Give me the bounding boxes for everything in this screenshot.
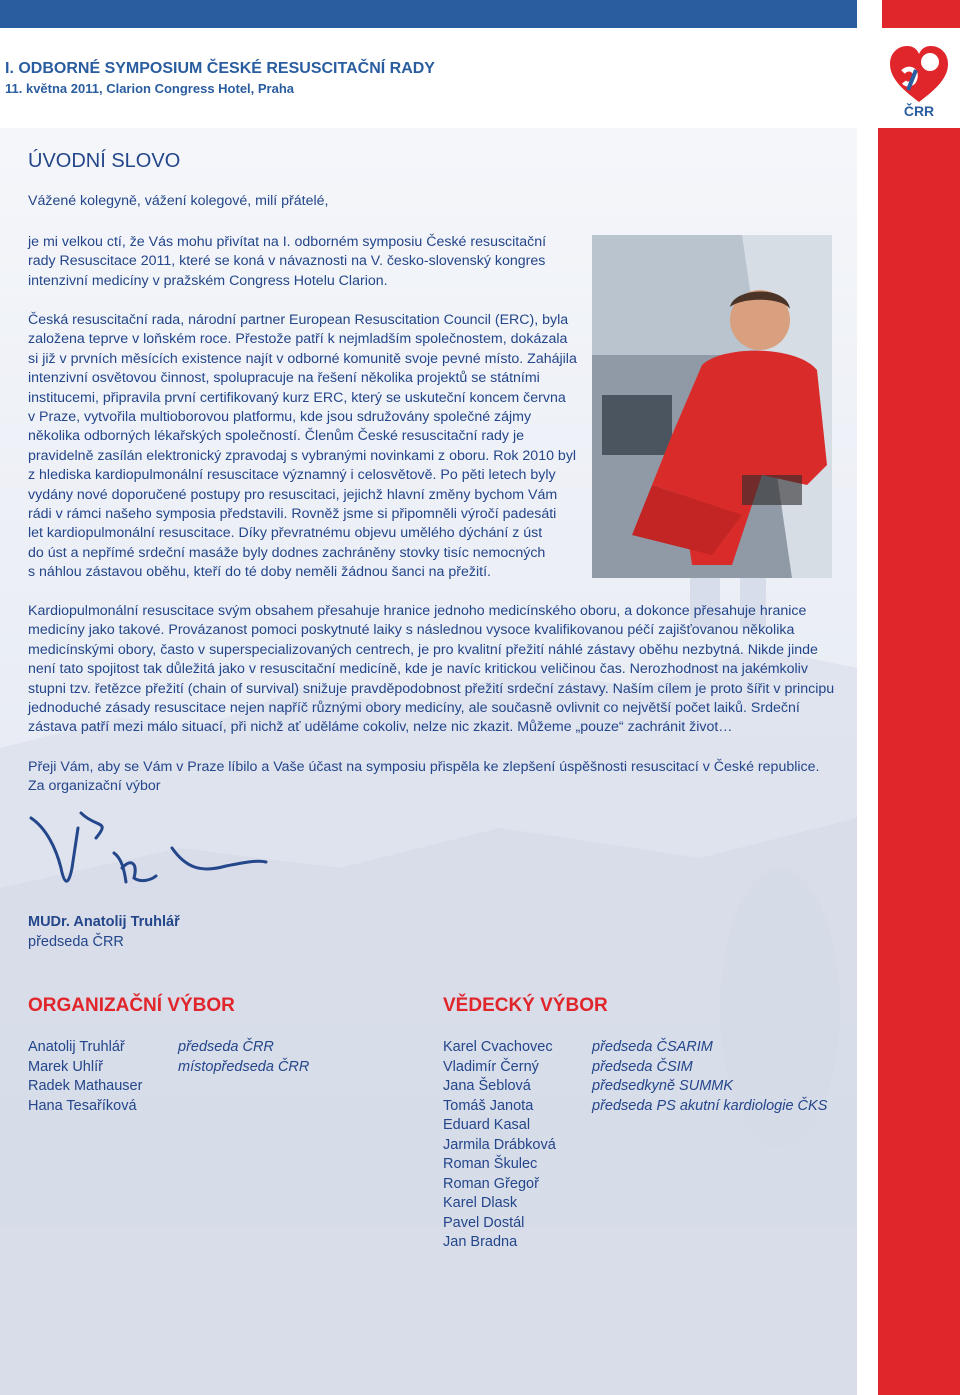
p3-line: zástava patří mezi málo situací, při nichž ať uděláme cokoliv, nelze nic zkazit. Můžeme „pouze“ zachránit život…	[28, 719, 733, 736]
paragraph-1	[28, 233, 546, 291]
top-red-bar	[882, 0, 960, 28]
committee-member: Pavel Dostál	[443, 1214, 525, 1231]
committee-member: Karel Dlask	[443, 1195, 518, 1211]
p2-line: si již v prvních měsících existence najít v odborné komunitě svoje pevné místo. Zahájila	[28, 350, 577, 367]
committee-role: předseda ČSARIM	[592, 1039, 713, 1055]
committee-member: Eduard Kasal	[443, 1117, 531, 1133]
p2-line: s náhlou zástavou oběhu, kteří do té doby neměli žádnou šanci na přežití.	[28, 564, 491, 581]
p2-line: intenzivní osvětovou činnost, spolupracuje na řešení několika projektů se státními	[28, 370, 540, 387]
committee-member: Jana Šeblová	[443, 1078, 531, 1094]
committee-role: předseda ČRR	[178, 1039, 274, 1055]
committee-member: Karel Cvachovec	[443, 1039, 553, 1055]
organizing-committee-roles	[178, 1038, 309, 1077]
committee-member: Anatolij Truhlář	[28, 1039, 125, 1055]
intro-heading: ÚVODNÍ SLOVO	[28, 150, 181, 172]
paragraph-4	[28, 758, 819, 797]
scientific-committee-roles	[592, 1038, 827, 1116]
greeting: Vážené kolegyně, vážení kolegové, milí přátelé,	[28, 193, 329, 209]
committee-role: předseda PS akutní kardiologie ČKS	[592, 1097, 828, 1114]
p2-line: pravidelně zasílán elektronický zpravodaj s vybranými novinkami z oboru. Rok 2010 byl	[28, 447, 577, 464]
organizing-committee-heading: ORGANIZAČNÍ VÝBOR	[28, 995, 235, 1016]
side-red-bar	[878, 128, 960, 1395]
p2-line: institucemi, připravila první certifikovaný kurz ERC, který se uskuteční koncem června	[28, 389, 566, 406]
crr-logo	[886, 40, 952, 118]
organizing-committee-names	[28, 1038, 142, 1116]
signature-role: předseda ČRR	[28, 934, 124, 950]
p3-line: medicíny jako takové. Provázanost pomoci poskytnuté laiky s následnou vysoce kvalifikovanou péčí zajišťovanou několika	[28, 622, 795, 639]
paragraph-3	[28, 602, 834, 738]
committee-member: Jarmila Drábková	[443, 1136, 556, 1153]
paragraph-2	[28, 311, 577, 583]
p2-line: založena teprve v loňském roce. Přestože patří k nejmladším společnostem, dokázala	[28, 331, 568, 348]
p3-line: medicínskými obory, často v superspecializovaných centrech, je pro kvalitní přežití náhlé zástavy oběhu nezbytná. Nikde jinde	[28, 641, 818, 658]
p2-line: vydány nové doporučené postupy pro resuscitaci, jejichž hlavní změny bychom Vám	[28, 486, 558, 503]
p1-line: rady Resuscitace 2011, které se koná v návaznosti na V. česko-slovenský kongres	[28, 253, 546, 270]
p3-line: není tato spojitost tak důležitá jako v resuscitační medicíně, kde je navíc kritickou veličinou čas. Nerozhodnost na jakémkoliv	[28, 661, 808, 678]
committee-member: Hana Tesaříková	[28, 1097, 137, 1114]
p4-line: Přeji Vám, aby se Vám v Praze líbilo a Vaše účast na symposiu přispěla ke zlepšení úspěšnosti resuscitací v České republice.	[28, 759, 820, 775]
logo-text: ČRR	[903, 103, 935, 118]
committee-member: Jan Bradna	[443, 1234, 518, 1250]
committee-role: předseda ČSIM	[592, 1058, 693, 1075]
committee-member: Tomáš Janota	[443, 1097, 534, 1114]
committee-member: Marek Uhlíř	[28, 1058, 103, 1075]
p2-line: v Praze, vytvořila multioborovou platformu, kde jsou sdružovány společné zájmy	[28, 409, 532, 426]
p1-line: je mi velkou ctí, že Vás mohu přivítat na I. odborném symposiu České resuscitační	[28, 234, 547, 250]
scientific-committee-names	[443, 1038, 556, 1253]
committee-role: místopředseda ČRR	[178, 1058, 310, 1075]
p2-line: několika odborných lékařských společností. Členům České resuscitační rady je	[28, 428, 525, 445]
p3-line: jednoduché zásady resuscitace nejen napříč různými obory medicíny, ale současně ovlivnit co největší počet laiků. Srdeční	[28, 700, 800, 717]
committee-role: předsedkyně SUMMK	[592, 1078, 734, 1094]
symposium-title: I. ODBORNÉ SYMPOSIUM ČESKÉ RESUSCITAČNÍ RADY	[5, 60, 435, 77]
committee-member: Roman Škulec	[443, 1156, 538, 1172]
p3-line: Kardiopulmonální resuscitace svým obsahem přesahuje hranice jednoho medicínského oboru, a dokonce přesahuje hranice	[28, 603, 807, 619]
portrait-photo	[592, 235, 832, 578]
symposium-subtitle: 11. května 2011, Clarion Congress Hotel, Praha	[5, 81, 295, 96]
p2-line: Česká resuscitační rada, národní partner European Resuscitation Council (ERC), byla	[28, 312, 569, 328]
p1-line: intenzivní medicíny v pražském Congress Hotelu Clarion.	[28, 272, 388, 289]
signature-name: MUDr. Anatolij Truhlář	[28, 914, 180, 930]
committee-member: Roman Gřegoř	[443, 1175, 539, 1192]
p2-line: do úst a nepřímé srdeční masáže byly dodnes zachráněny stovky tisíc nemocných	[28, 544, 546, 561]
p2-line: rádi v rámci našeho symposia představili. Rovněž jsme si připomněli výročí padesáti	[28, 506, 557, 523]
p2-line: z hlediska kardiopulmonální resuscitace významný i celosvětově. Po pěti letech byly	[28, 467, 556, 484]
p2-line: let kardiopulmonální resuscitace. Díky převratnému objevu umělého dýchání z úst	[28, 525, 543, 542]
scientific-committee-heading: VĚDECKÝ VÝBOR	[443, 995, 608, 1016]
top-blue-bar	[0, 0, 857, 28]
p4-line: Za organizační výbor	[28, 778, 161, 795]
p3-line: stupni tzv. řetězce přežití (chain of survival) snižuje pravděpodobnost přežití srdeční zástavy. Naším cílem je proto šířit v principu	[28, 680, 835, 697]
signature-image	[26, 808, 276, 898]
committee-member: Radek Mathauser	[28, 1078, 143, 1094]
committee-member: Vladimír Černý	[443, 1058, 539, 1075]
